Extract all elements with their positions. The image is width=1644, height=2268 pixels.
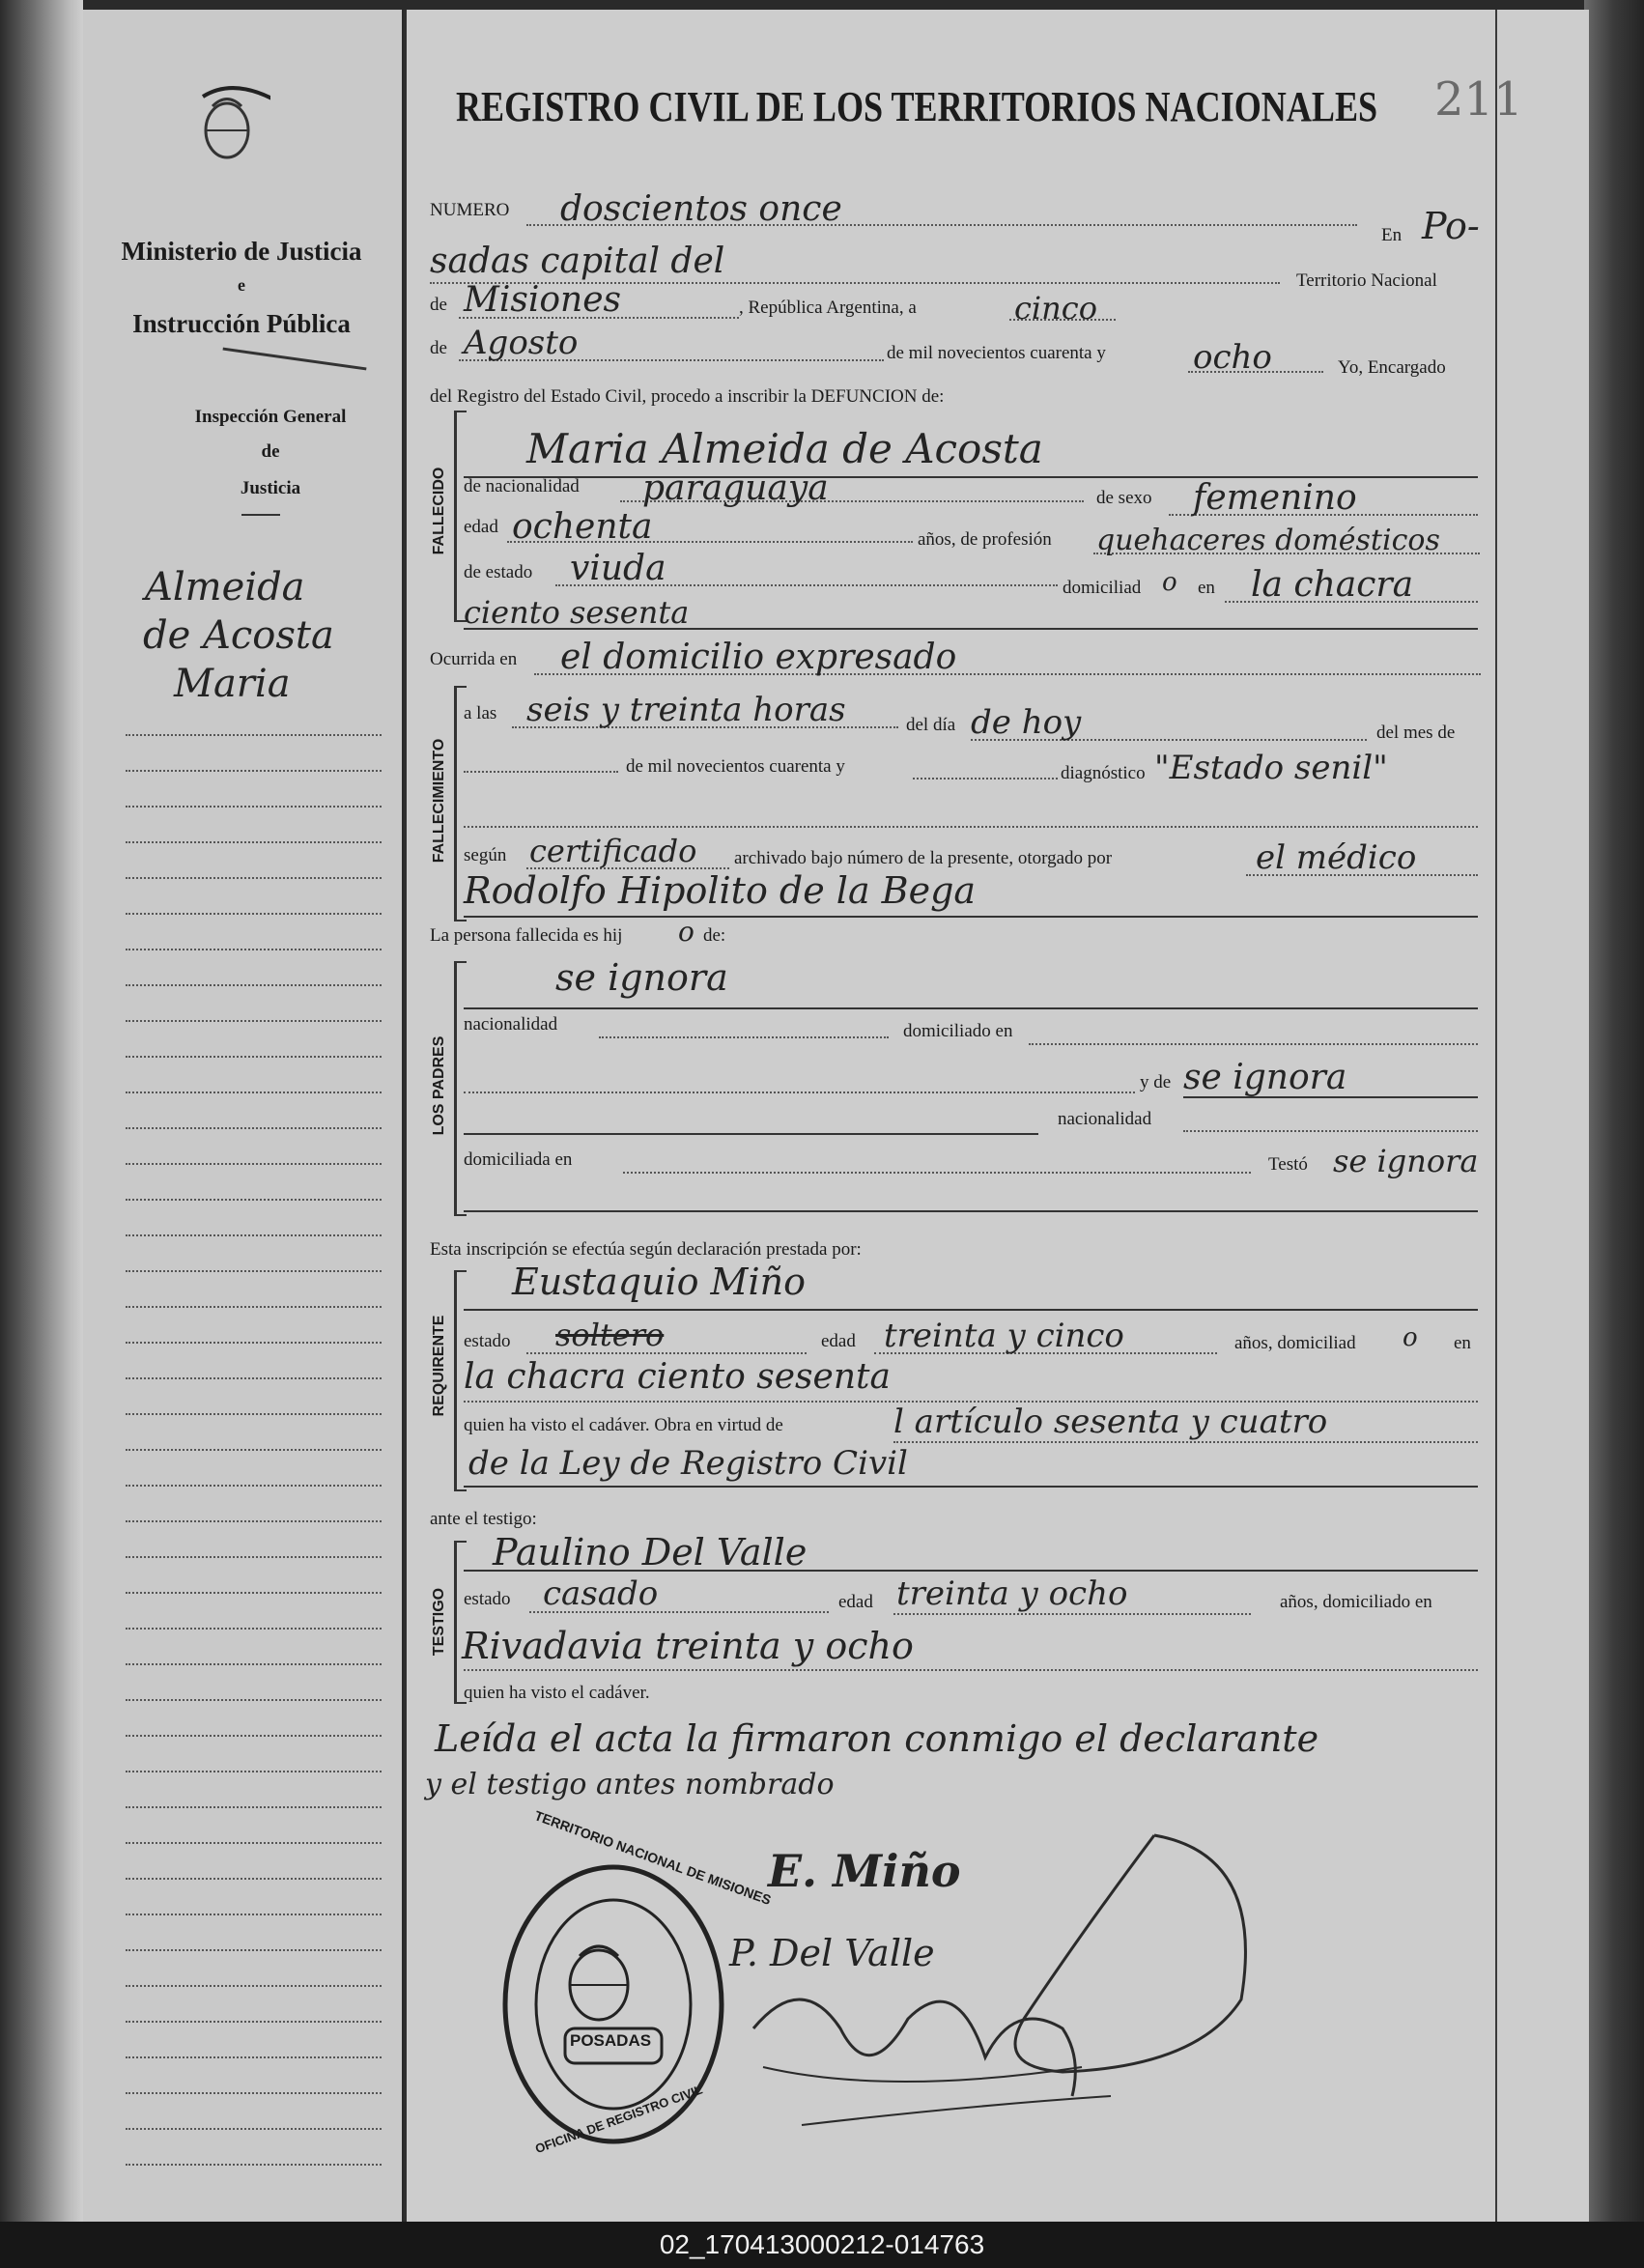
- left-page-ruled-line: [126, 1592, 382, 1594]
- left-page-ruled-line: [126, 1091, 382, 1093]
- madre-value: se ignora: [1183, 1058, 1347, 1097]
- testigo-bracket: [454, 1541, 467, 1704]
- numero-label: NUMERO: [430, 200, 510, 220]
- y-de-label: y de: [1140, 1072, 1172, 1092]
- left-page: [83, 10, 402, 2222]
- left-page-ruled-line: [126, 1234, 382, 1236]
- testigo-domicilio: Rivadavia treinta y ocho: [462, 1625, 914, 1667]
- left-page-ruled-line: [126, 1985, 382, 1987]
- madre-line: [1183, 1096, 1478, 1098]
- left-page-ruled-line: [126, 1342, 382, 1344]
- left-page-ruled-line: [126, 1628, 382, 1630]
- left-page-ruled-line: [126, 1163, 382, 1165]
- territorio-label: Territorio Nacional: [1296, 270, 1437, 291]
- dia-value: de hoy: [971, 703, 1082, 742]
- padre-domicilio-dotline: [464, 1091, 1135, 1093]
- ocurrida-label: Ocurrida en: [430, 649, 518, 669]
- req-domicilio: la chacra ciento sesenta: [464, 1357, 891, 1397]
- testigo-section-label: TESTIGO: [431, 1587, 447, 1657]
- anos-dom-value: o: [1403, 1323, 1418, 1352]
- inspection-line-2: de: [261, 441, 280, 462]
- left-page-ruled-line: [126, 1949, 382, 1951]
- left-page-ruled-line: [126, 1806, 382, 1808]
- edad3-label: edad: [838, 1592, 873, 1612]
- de-label: de: [430, 295, 447, 315]
- republica-label: , República Argentina, a: [739, 298, 917, 318]
- left-page-ruled-line: [126, 734, 382, 736]
- quien-label: quien ha visto el cadáver. Obra en virtud de: [464, 1415, 783, 1435]
- en-value: Po-: [1422, 205, 1480, 247]
- deceased-name: Maria Almeida de Acosta: [526, 425, 1043, 472]
- estado-label: de estado: [464, 562, 533, 582]
- estado3-label: estado: [464, 1589, 511, 1609]
- left-page-ruled-line: [126, 1020, 382, 1022]
- sexo-label: de sexo: [1096, 488, 1152, 508]
- left-page-ruled-line: [126, 1878, 382, 1880]
- padre-line: [464, 1007, 1478, 1009]
- year-label: de mil novecientos cuarenta y: [887, 343, 1106, 363]
- dia-label: del día: [906, 715, 956, 735]
- inspection-line-3: Justicia: [240, 478, 301, 498]
- left-page-ruled-line: [126, 1270, 382, 1272]
- right-margin-rule: [1495, 10, 1497, 2222]
- domiciliado-en-dotline: [1029, 1043, 1478, 1045]
- stamp-outer-text: TERRITORIO NACIONAL DE MISIONES: [532, 1807, 774, 1908]
- segun-value: certificado: [529, 833, 697, 869]
- nacionalidad-label: de nacionalidad: [464, 476, 580, 496]
- requirente-name-line: [464, 1309, 1478, 1311]
- edad2-label: edad: [821, 1331, 856, 1351]
- numero-value: doscientos once: [560, 189, 842, 229]
- book-cover-edge: [1584, 0, 1644, 2222]
- left-page-ruled-line: [126, 841, 382, 843]
- left-page-ruled-line: [126, 1127, 382, 1129]
- edad3-dotline: [893, 1613, 1251, 1615]
- coat-of-arms-emblem: [184, 77, 270, 188]
- register-title: REGISTRO CIVIL DE LOS TERRITORIOS NACIONALES: [456, 83, 1378, 130]
- quien2-label: quien ha visto el cadáver.: [464, 1683, 650, 1703]
- edad3-value: treinta y ocho: [896, 1574, 1128, 1613]
- obra-value: l artículo sesenta y cuatro: [893, 1403, 1328, 1441]
- ministry-line-3: Instrucción Pública: [132, 309, 351, 338]
- estado2-label: estado: [464, 1331, 511, 1351]
- inspection-line-1: Inspección General: [194, 407, 347, 427]
- ocurrida-value: el domicilio expresado: [560, 638, 957, 677]
- left-page-ruled-line: [126, 2092, 382, 2094]
- left-page-ruled-line: [126, 1556, 382, 1558]
- requirente-section-label: REQUIRENTE: [431, 1315, 447, 1417]
- requirente-name: Eustaquio Miño: [512, 1261, 806, 1303]
- mes-dotline: [464, 771, 618, 773]
- nacionalidad-value: paraguaya: [642, 468, 829, 508]
- left-page-ruled-line: [126, 1663, 382, 1665]
- left-page-ruled-line: [126, 2164, 382, 2166]
- left-page-ruled-line: [126, 1520, 382, 1522]
- diagnostico-value: "Estado senil": [1154, 749, 1388, 787]
- left-page-ruled-line: [126, 1377, 382, 1379]
- margin-note-line-2: de Acosta: [143, 613, 334, 658]
- nacionalidad3-label: nacionalidad: [1058, 1109, 1152, 1129]
- left-page-ruled-line: [126, 2128, 382, 2130]
- stamp-bottom-text: OFICINA DE REGISTRO CIVIL: [533, 2082, 705, 2157]
- anos-dom-label: años, domiciliad: [1234, 1333, 1356, 1353]
- left-page-ruled-line: [126, 2021, 382, 2023]
- fallecimiento-section-label: FALLECIMIENTO: [431, 738, 447, 864]
- left-page-ruled-line: [126, 984, 382, 986]
- obra-dotline: [893, 1441, 1478, 1443]
- testo-value: se ignora: [1333, 1143, 1479, 1179]
- mes-label: del mes de: [1376, 723, 1456, 743]
- ministry-line-1: Ministerio de Justicia: [121, 237, 362, 266]
- persona-value: o: [678, 916, 694, 948]
- nacionalidad3-dotline: [1183, 1130, 1478, 1132]
- registro-line: del Registro del Estado Civil, procedo a inscribir la DEFUNCION de:: [430, 386, 945, 407]
- left-page-ruled-line: [126, 770, 382, 772]
- de2-label: de: [430, 338, 447, 358]
- padre-value: se ignora: [555, 956, 728, 999]
- margin-note-line-1: Almeida: [145, 565, 305, 610]
- testigo-name-line: [464, 1570, 1478, 1572]
- nacionalidad2-label: nacionalidad: [464, 1014, 558, 1035]
- territorio-value: Misiones: [464, 280, 622, 320]
- medico-value: Rodolfo Hipolito de la Bega: [464, 869, 977, 912]
- signature-declarant: E. Miño: [768, 1845, 961, 1897]
- edad2-value: treinta y cinco: [884, 1317, 1124, 1355]
- estado2-value: soltero: [555, 1317, 665, 1353]
- month-value: Agosto: [464, 324, 579, 362]
- anos-dom3-label: años, domiciliado en: [1280, 1592, 1432, 1612]
- estado-value: viuda: [570, 549, 666, 588]
- testigo-domicilio-dotline: [464, 1669, 1478, 1671]
- padres-bottom-line: [464, 1210, 1478, 1212]
- persona-label: La persona fallecida es hij: [430, 925, 623, 946]
- left-page-ruled-line: [126, 1771, 382, 1772]
- hora-value: seis y treinta horas: [526, 691, 846, 729]
- domicilio-cont: ciento sesenta: [464, 594, 690, 631]
- left-page-ruled-line: [126, 877, 382, 879]
- diagnostico-dotline: [464, 826, 1478, 828]
- profesion-value: quehaceres domésticos: [1096, 524, 1440, 557]
- fallecimiento-bottom-line: [464, 916, 1478, 918]
- domiciliado-en-label: domiciliado en: [903, 1021, 1013, 1041]
- margin-note-line-3: Maria: [174, 662, 291, 706]
- domiciliad-value: o: [1162, 568, 1177, 597]
- nacionalidad2-dotline: [599, 1036, 889, 1038]
- left-page-ruled-line: [126, 1413, 382, 1415]
- testigo-label: ante el testigo:: [430, 1509, 537, 1529]
- edad-value: ochenta: [512, 507, 653, 547]
- en3-label: en: [1198, 578, 1215, 598]
- left-page-ruled-line: [126, 806, 382, 808]
- left-page-ruled-line: [126, 1056, 382, 1058]
- madre-name-line: [464, 1133, 1038, 1135]
- left-page-ruled-line: [126, 1485, 382, 1487]
- domicilio-value: la chacra: [1251, 565, 1414, 605]
- requirente-bottom-line: [464, 1486, 1478, 1488]
- de4-label: de:: [703, 925, 726, 946]
- file-id-caption: 02_170413000212-014763: [0, 2222, 1644, 2268]
- domiciliada-label: domiciliada en: [464, 1149, 573, 1170]
- fallecido-section-label: FALLECIDO: [431, 467, 447, 555]
- edad-label: edad: [464, 517, 498, 537]
- inscripcion-label: Esta inscripción se efectúa según declaración prestada por:: [430, 1239, 862, 1260]
- left-page-ruled-line: [126, 1449, 382, 1451]
- fallecido-bottom-line: [464, 628, 1478, 630]
- sexo-value: femenino: [1193, 478, 1357, 518]
- en5-label: en: [1454, 1333, 1471, 1353]
- padres-bracket: [454, 961, 467, 1216]
- a-las-label: a las: [464, 703, 497, 723]
- book-spine: [0, 0, 83, 2222]
- padres-section-label: LOS PADRES: [431, 1035, 447, 1136]
- domiciliad-label: domiciliad: [1063, 578, 1142, 598]
- left-page-ruled-line: [126, 1306, 382, 1308]
- en-label: En: [1381, 225, 1403, 245]
- left-page-ruled-line: [126, 1914, 382, 1915]
- closing-line-1: Leída el acta la firmaron conmigo el declarante: [435, 1717, 1319, 1760]
- left-page-ruled-line: [126, 913, 382, 915]
- testigo-name: Paulino Del Valle: [493, 1531, 808, 1573]
- left-page-ruled-line: [126, 949, 382, 950]
- anos-profesion-label: años, de profesión: [918, 529, 1052, 550]
- segun-label: según: [464, 845, 507, 865]
- closing-line-2: y el testigo antes nombrado: [425, 1768, 835, 1801]
- day-value: cinco: [1014, 290, 1097, 326]
- ministry-line-2: e: [238, 275, 245, 295]
- left-page-ruled-line: [126, 2056, 382, 2058]
- signature-witness: P. Del Valle: [729, 1932, 935, 1974]
- encargado-label: Yo, Encargado: [1338, 357, 1446, 378]
- mil-dotline: [913, 778, 1058, 780]
- year-value: ocho: [1193, 338, 1272, 377]
- left-page-ruled-line: [126, 1199, 382, 1201]
- diagnostico-label: diagnóstico: [1061, 763, 1146, 783]
- archivado-label: archivado bajo número de la presente, otorgado por: [734, 848, 1113, 868]
- otorgado-value: el médico: [1256, 838, 1417, 877]
- left-page-ruled-line: [126, 1842, 382, 1844]
- left-page-ruled-line: [126, 1699, 382, 1701]
- inspection-underline: [241, 514, 280, 516]
- obra-cont: de la Ley de Registro Civil: [468, 1444, 908, 1483]
- left-page-ruled-line: [126, 1735, 382, 1737]
- stamp-center-text: POSADAS: [570, 2031, 652, 2050]
- testo-label: Testó: [1268, 1154, 1308, 1175]
- estado3-value: casado: [543, 1574, 659, 1613]
- place-value: sadas capital del: [430, 241, 725, 281]
- page-number: 211: [1434, 72, 1523, 127]
- domiciliada-dotline: [623, 1172, 1251, 1174]
- officer-signature-scribble: [676, 1777, 1275, 2144]
- mil-label: de mil novecientos cuarenta y: [626, 756, 845, 777]
